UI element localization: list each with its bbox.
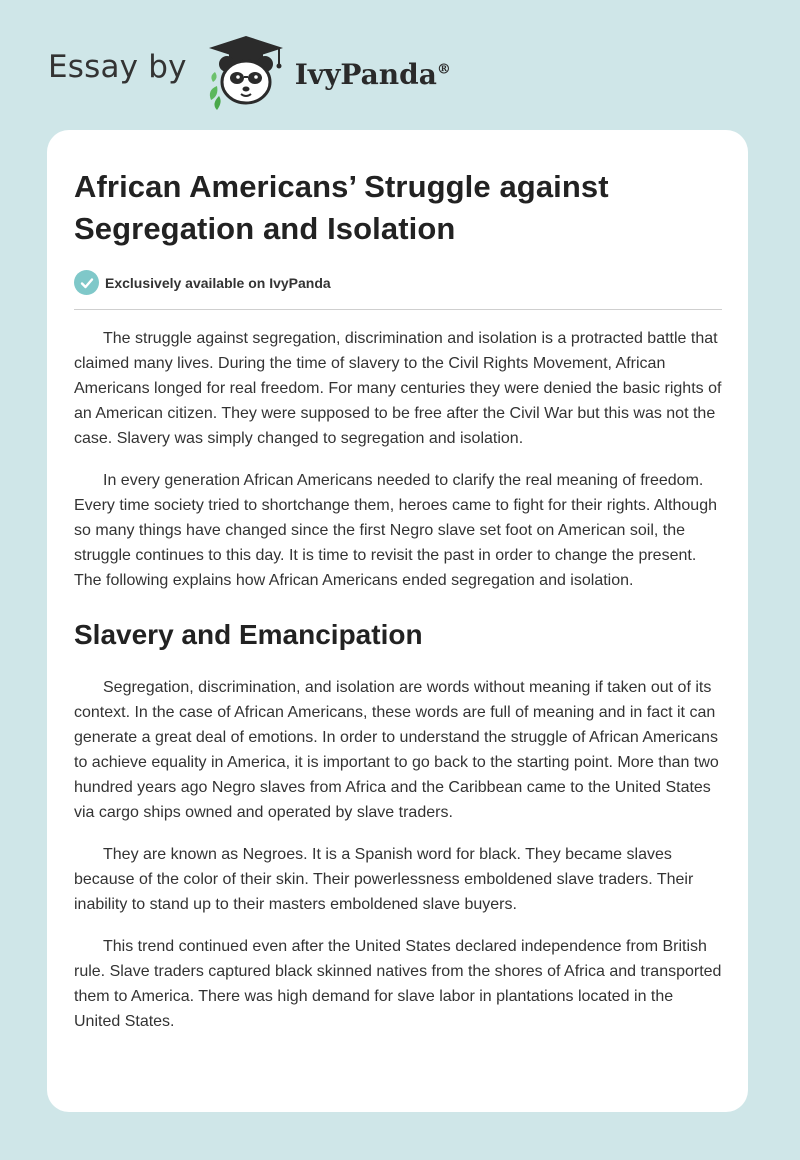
paragraph: This trend continued even after the United States declared independence from British rule. Slave traders captured black skinned natives from the shores of Africa and transported them to America. There was high demand for slave labor in plantations located in the United States.: [74, 938, 722, 1030]
paragraph: In every generation African Americans needed to clarify the real meaning of freedom. Every time society tried to shortchange them, heroes came to fight for their rights. Although so many things have changed since the first Negro slave set foot on American soil, the struggle continues to this day. It is time to revisit the past in order to change the present. The following explains how African Americans ended segregation and isolation.: [74, 472, 717, 589]
exclusive-badge: [74, 270, 722, 310]
essay-by-label: Essay by: [48, 49, 187, 85]
site-header: [48, 30, 451, 110]
ivypanda-logo[interactable]: [201, 30, 451, 110]
section-heading: Slavery and Emancipation: [74, 619, 423, 650]
paragraph: Segregation, discrimination, and isolation are words without meaning if taken out of its context. In the case of African Americans, these words are full of meaning and in fact it can generate a great deal of emotions. In order to understand the struggle of African Americans to achieve equality in America, it is important to go back to the starting point. More than two hundred years ago Negro slaves from Africa and the Caribbean came to the United States via cargo ships owned and operated by slave traders.: [74, 679, 719, 821]
panda-graduate-icon: [201, 30, 291, 110]
check-icon: [74, 270, 99, 295]
paragraph: They are known as Negroes. It is a Spanish word for black. They became slaves because of the color of their skin. Their powerlessness emboldened slave traders. Their inability to stand up to their masters emboldened slave buyers.: [74, 846, 694, 913]
paragraph: The struggle against segregation, discrimination and isolation is a protracted battle that claimed many lives. During the time of slavery to the Civil Rights Movement, African Americans longed for real freedom. For many centuries they were denied the basic rights of an American citizen. They were supposed to be free after the Civil War but this was not the case. Slavery was simply changed to segregation and isolation.: [74, 330, 722, 447]
brand-name: IvyPanda®: [294, 57, 451, 91]
page-title: African Americans’ Struggle against Segregation and Isolation: [74, 169, 609, 246]
essay-card: [47, 130, 748, 1112]
exclusive-badge-label: Exclusively available on IvyPanda: [105, 274, 331, 291]
